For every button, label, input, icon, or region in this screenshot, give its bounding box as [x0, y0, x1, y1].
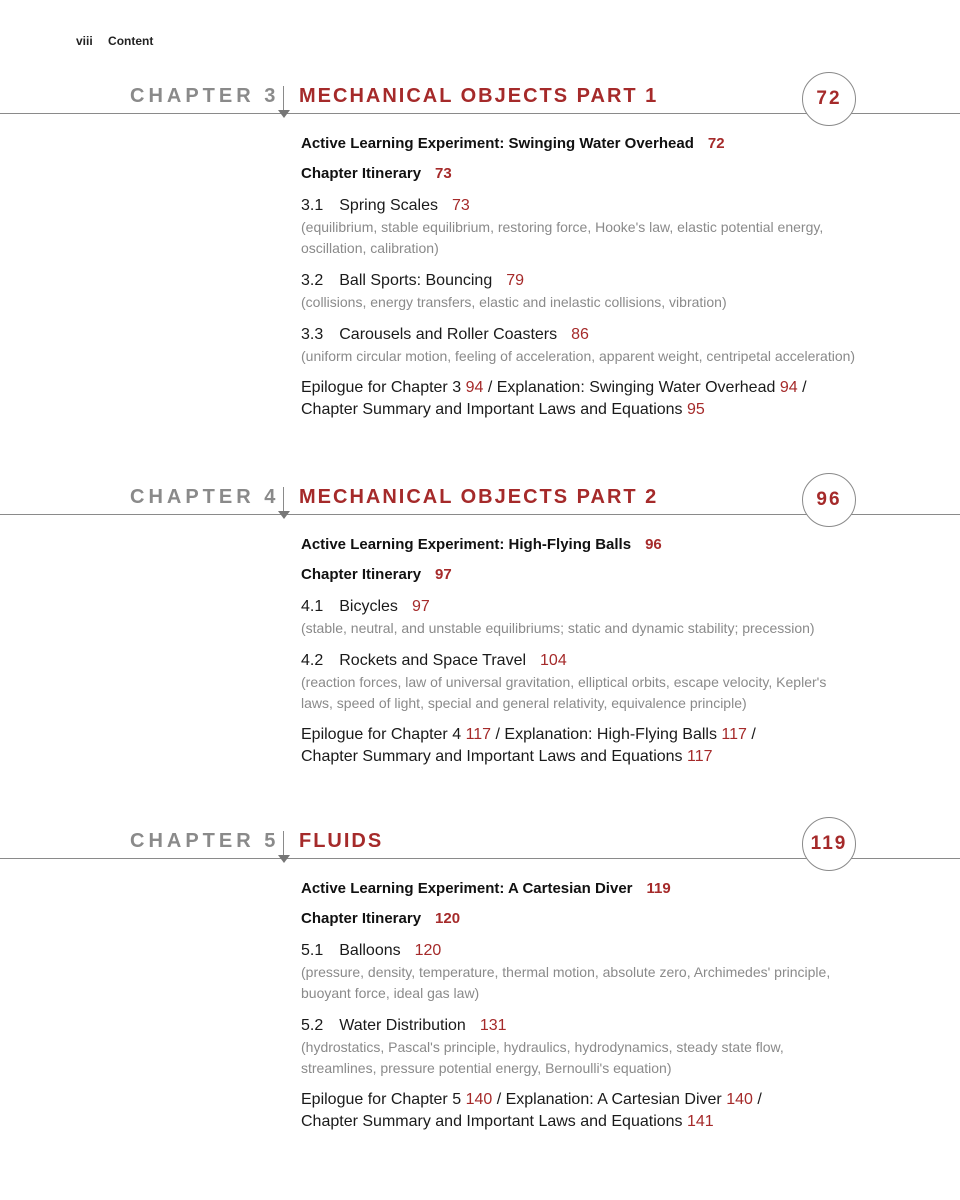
epilogue-page: 94: [465, 379, 484, 396]
chapter-title: MECHANICAL OBJECTS PART 1: [299, 85, 659, 107]
itinerary-title: Chapter Itinerary: [301, 910, 422, 927]
chapter-page-circle: 119: [802, 817, 856, 871]
section-entry[interactable]: [301, 196, 861, 259]
itinerary-page: 73: [435, 165, 452, 182]
active-learning-experiment[interactable]: [301, 879, 861, 899]
chapter-divider: [283, 831, 284, 857]
section-title: Balloons: [339, 942, 401, 959]
section-number: 4.1: [301, 598, 324, 615]
chapter-itinerary[interactable]: [301, 909, 861, 929]
section-entry[interactable]: [301, 1016, 861, 1079]
section-number: 5.1: [301, 942, 324, 959]
section-number: 4.2: [301, 652, 324, 669]
chapter-4-block: [0, 473, 960, 768]
page-number: viii: [76, 34, 93, 48]
section-title: Bicycles: [339, 598, 398, 615]
section-topics: (collisions, energy transfers, elastic and inelastic collisions, vibration): [301, 294, 727, 310]
chapter-label: CHAPTER 5: [130, 830, 280, 852]
explanation-page: 117: [721, 726, 747, 743]
ale-page: 119: [646, 880, 671, 897]
epilogue-line: [301, 724, 861, 768]
separator: /: [802, 379, 807, 396]
section-topics: (equilibrium, stable equilibrium, restoring force, Hooke's law, elastic potential energy, oscillation, calibration): [301, 219, 824, 256]
section-title: Carousels and Roller Coasters: [339, 326, 558, 343]
explanation-page: 94: [779, 379, 798, 396]
itinerary-page: 97: [435, 566, 452, 583]
chapter-header: [0, 72, 960, 128]
summary-link[interactable]: Chapter Summary and Important Laws and Equations: [301, 401, 683, 418]
separator: /: [751, 726, 756, 743]
section-entry[interactable]: [301, 271, 861, 313]
section-page: 104: [540, 652, 567, 669]
chapter-page-circle: 72: [802, 72, 856, 126]
section-entry[interactable]: [301, 597, 861, 639]
chapter-entries: [301, 879, 861, 1133]
explanation-page: 140: [726, 1091, 753, 1108]
epilogue-page: 140: [465, 1091, 493, 1108]
ale-page: 96: [645, 536, 662, 553]
section-number: 3.3: [301, 326, 324, 343]
section-title: Rockets and Space Travel: [339, 652, 527, 669]
chapter-page-circle: 96: [802, 473, 856, 527]
chapter-3-block: [0, 72, 960, 421]
summary-link[interactable]: Chapter Summary and Important Laws and Equations: [301, 1113, 683, 1130]
chapter-label: CHAPTER 4: [130, 486, 280, 508]
explanation-link[interactable]: / Explanation: High-Flying Balls: [495, 726, 717, 743]
section-page: 86: [571, 326, 589, 343]
chapter-5-block: [0, 817, 960, 1133]
ale-title: Active Learning Experiment: A Cartesian Diver: [301, 880, 633, 897]
epilogue-page: 117: [465, 726, 492, 743]
chapter-divider: [283, 487, 284, 513]
section-entry[interactable]: [301, 651, 861, 714]
explanation-link[interactable]: / Explanation: A Cartesian Diver: [496, 1091, 722, 1108]
ale-page: 72: [707, 135, 725, 152]
arrow-down-icon: [278, 511, 290, 519]
epilogue-line: [301, 1089, 861, 1133]
itinerary-title: Chapter Itinerary: [301, 165, 422, 182]
chapter-entries: [301, 134, 861, 421]
epilogue-line: [301, 377, 861, 421]
section-page: 97: [411, 598, 430, 615]
arrow-down-icon: [278, 110, 290, 118]
chapter-title: FLUIDS: [299, 830, 384, 852]
active-learning-experiment[interactable]: [301, 535, 861, 555]
arrow-down-icon: [278, 855, 290, 863]
section-title: Water Distribution: [339, 1017, 466, 1034]
chapter-header: [0, 473, 960, 529]
section-topics: (reaction forces, law of universal gravitation, elliptical orbits, escape velocity, Kepler's laws, speed of light, special and general relativity, equivalence principle): [301, 674, 827, 711]
itinerary-title: Chapter Itinerary: [301, 566, 422, 583]
summary-page: 95: [687, 401, 705, 418]
active-learning-experiment[interactable]: [301, 134, 861, 154]
chapter-header: [0, 817, 960, 873]
summary-page: 117: [687, 748, 713, 765]
epilogue-link[interactable]: Epilogue for Chapter 3: [301, 379, 462, 396]
chapter-itinerary[interactable]: [301, 164, 861, 184]
section-title: Spring Scales: [339, 197, 438, 214]
chapter-divider: [283, 86, 284, 112]
section-number: 5.2: [301, 1017, 324, 1034]
summary-page: 141: [687, 1113, 714, 1130]
ale-title: Active Learning Experiment: Swinging Water Overhead: [301, 135, 694, 152]
section-page: 79: [506, 272, 525, 289]
section-entry[interactable]: [301, 941, 861, 1004]
section-number: 3.2: [301, 272, 324, 289]
section-page: 73: [451, 197, 470, 214]
summary-link[interactable]: Chapter Summary and Important Laws and Equations: [301, 748, 683, 765]
chapter-entries: [301, 535, 861, 768]
chapter-title: MECHANICAL OBJECTS PART 2: [299, 486, 659, 508]
section-number: 3.1: [301, 197, 324, 214]
epilogue-link[interactable]: Epilogue for Chapter 5: [301, 1091, 462, 1108]
epilogue-link[interactable]: Epilogue for Chapter 4: [301, 726, 462, 743]
running-title: Content: [108, 34, 154, 48]
itinerary-page: 120: [435, 910, 461, 927]
separator: /: [757, 1091, 762, 1108]
chapter-label: CHAPTER 3: [130, 85, 280, 107]
section-topics: (pressure, density, temperature, thermal motion, absolute zero, Archimedes' principle, buoyant force, ideal gas law): [301, 964, 831, 1001]
section-page: 120: [414, 942, 442, 959]
chapter-itinerary[interactable]: [301, 565, 861, 585]
section-page: 131: [479, 1017, 507, 1034]
ale-title: Active Learning Experiment: High-Flying Balls: [301, 536, 632, 553]
running-head: [76, 34, 153, 48]
section-title: Ball Sports: Bouncing: [339, 272, 493, 289]
section-topics: (hydrostatics, Pascal's principle, hydraulics, hydrodynamics, steady state flow, streamlines, pressure potential energy, Bernoulli's equation): [301, 1039, 784, 1076]
explanation-link[interactable]: / Explanation: Swinging Water Overhead: [487, 379, 776, 396]
section-entry[interactable]: [301, 325, 861, 367]
section-topics: (uniform circular motion, feeling of acceleration, apparent weight, centripetal acceleration): [301, 348, 856, 364]
section-topics: (stable, neutral, and unstable equilibriums; static and dynamic stability; precession): [301, 620, 815, 636]
